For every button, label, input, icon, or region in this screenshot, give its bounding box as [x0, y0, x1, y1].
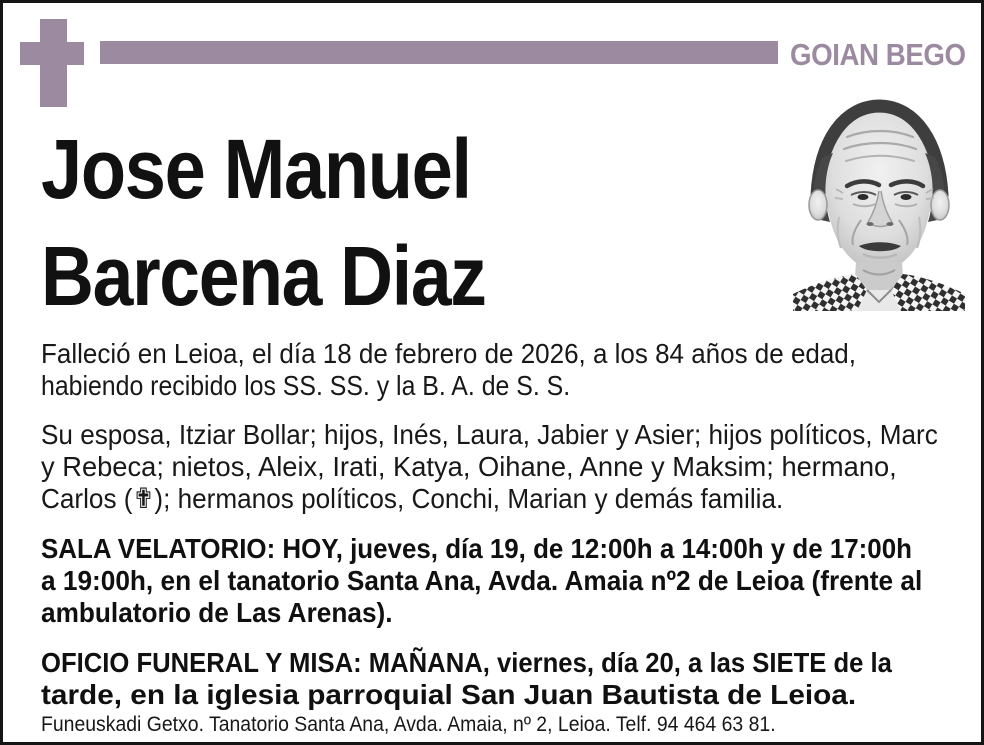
funeral-home-footer [41, 714, 836, 736]
deceased-name [41, 116, 551, 330]
wake-line: a 19:00h, en el tanatorio Santa Ana, Avda. Amaia nº2 de Leioa (frente al [41, 564, 923, 596]
portrait-photo-drawing [793, 97, 965, 311]
funeral-home-footer-text: Funeuskadi Getxo. Tanatorio Santa Ana, Avda. Amaia, nº 2, Leioa. Telf. 94 464 63 81. [41, 713, 776, 736]
header-rule [100, 41, 778, 64]
funeral-paragraph [41, 647, 970, 711]
funeral-line: tarde, en la iglesia parroquial San Juan Bautista de Leioa. [41, 678, 857, 710]
family-line: Su esposa, Itziar Bollar; hijos, Inés, Laura, Jabier y Asier; hijos políticos, Marc [41, 419, 938, 450]
deceased-name-line2: Barcena Diaz [41, 229, 486, 323]
cross-horizontal-bar [20, 42, 84, 65]
latin-cross-icon [20, 19, 88, 108]
wake-line: ambulatorio de Las Arenas). [41, 596, 393, 628]
wake-line: SALA VELATORIO: HOY, jueves, día 19, de 12:00h a 14:00h y de 17:00h [41, 533, 912, 564]
family-paragraph [41, 419, 984, 514]
death-notice-line: Falleció en Leioa, el día 18 de febrero de 2026, a los 84 años de edad, [41, 338, 856, 369]
header-motto-text: GOIAN BEGO [790, 37, 966, 72]
death-notice-line: habiendo recibido los SS. SS. y la B. A. de S. S. [41, 369, 571, 401]
funeral-line: OFICIO FUNERAL Y MISA: MAÑANA, viernes, día 20, a las SIETE de la [41, 647, 892, 678]
family-line: y Rebeca; nietos, Aleix, Irati, Katya, Oihane, Anne y Maksim; hermano, [41, 450, 897, 482]
death-notice-paragraph [41, 338, 919, 402]
wake-paragraph [41, 533, 982, 628]
deceased-name-line1: Jose Manuel [41, 122, 471, 216]
portrait-photo [793, 97, 965, 311]
family-line: Carlos (✟); hermanos políticos, Conchi, Marian y demás familia. [41, 482, 784, 514]
header-motto [790, 39, 984, 70]
